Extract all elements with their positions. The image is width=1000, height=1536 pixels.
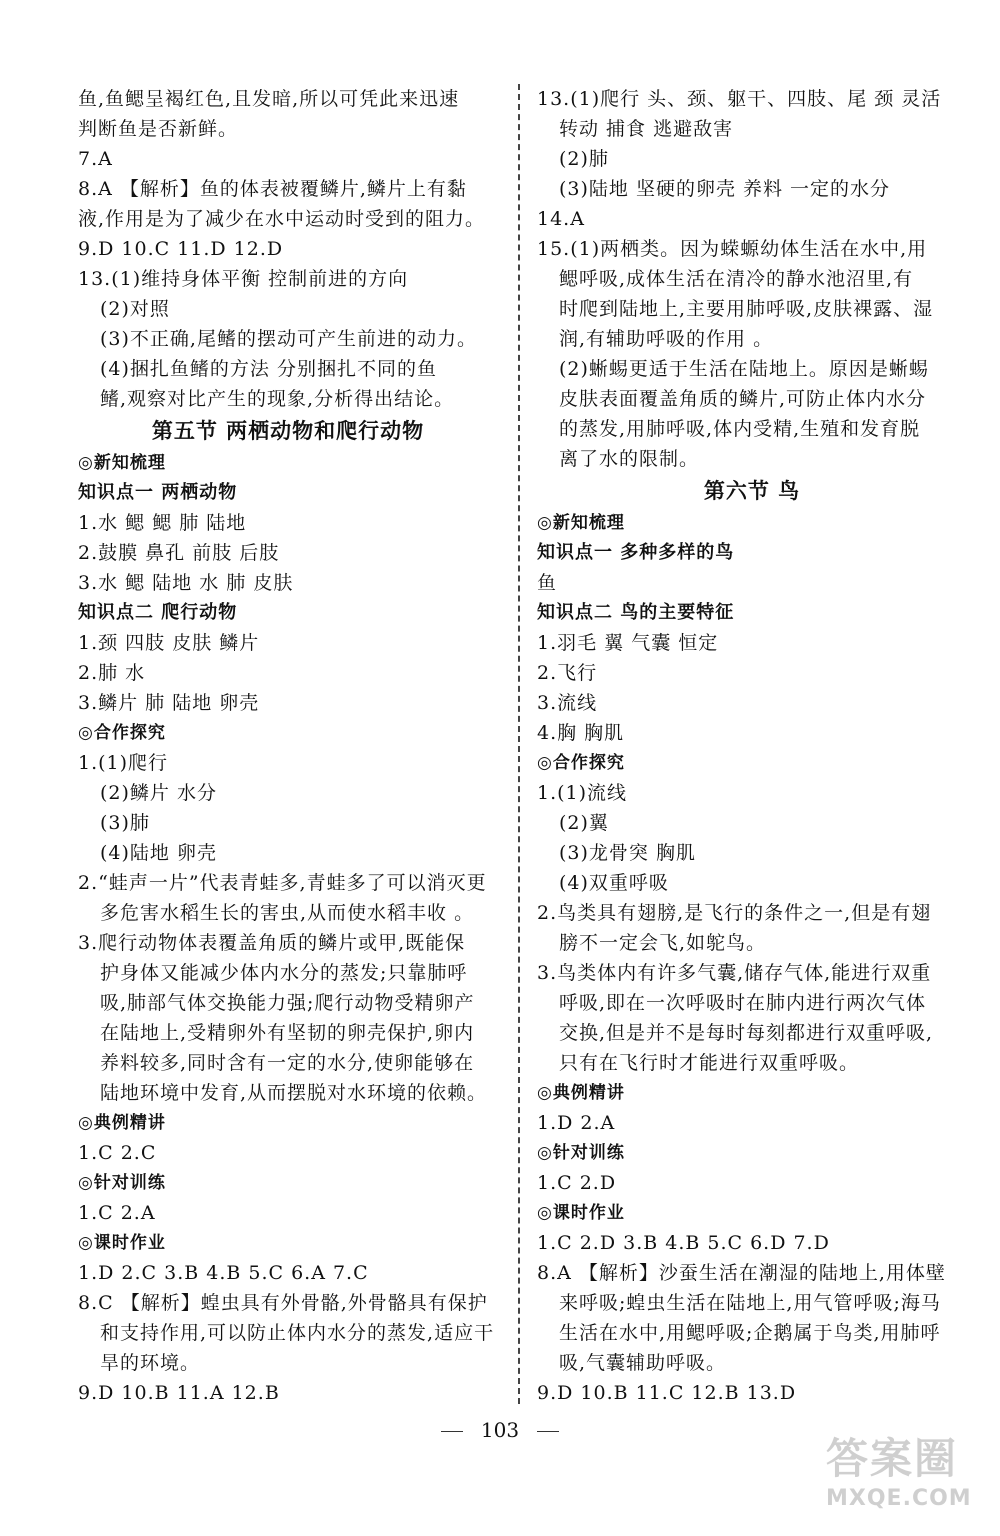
text-line: 3.鳞片 肺 陆地 卵壳 xyxy=(78,692,260,714)
page-number-dash-right xyxy=(537,1431,559,1432)
text-line: 9.D 10.B 11.C 12.B 13.D xyxy=(537,1382,797,1404)
text-line-indented: 多危害水稻生长的害虫,从而使水稻丰收 。 xyxy=(100,902,475,924)
text-line-indented: 吸,肺部气体交换能力强;爬行动物受精卵产 xyxy=(100,992,475,1014)
text-line: 8.A 【解析】鱼的体表被覆鳞片,鳞片上有黏 xyxy=(78,178,467,200)
text-line: 1.C 2.D 3.B 4.B 5.C 6.D 7.D xyxy=(537,1232,830,1254)
text-line: 1.C 2.C xyxy=(78,1142,157,1164)
right-column xyxy=(537,84,967,1408)
text-line-indented: 生活在水中,用鳃呼吸;企鹅属于鸟类,用肺呼 xyxy=(559,1322,941,1344)
section-title: 第五节 两栖动物和爬行动物 xyxy=(151,419,425,443)
text-line-indented: (3)不正确,尾鳍的摆动可产生前进的动力。 xyxy=(100,328,477,350)
text-line-indented: 转动 捕食 逃避敌害 xyxy=(559,118,734,140)
page-number-dash-left xyxy=(441,1431,463,1432)
text-line-indented: (2)翼 xyxy=(559,812,609,834)
text-line: 14.A xyxy=(537,208,585,230)
text-line-indented: (4)捆扎鱼鳍的方法 分别捆扎不同的鱼 xyxy=(100,358,437,380)
subsection-heading: ◎合作探究 xyxy=(78,723,166,743)
text-line-indented: 陆地环境中发育,从而摆脱对水环境的依赖。 xyxy=(100,1082,488,1104)
left-column xyxy=(78,84,498,1408)
subsection-heading: ◎典例精讲 xyxy=(78,1113,166,1133)
text-line: 1.颈 四肢 皮肤 鳞片 xyxy=(78,632,260,654)
text-line-indented: 鳃呼吸,成体生活在清冷的静水池沼里,有 xyxy=(559,268,914,290)
text-line: 15.(1)两栖类。因为蝾螈幼体生活在水中,用 xyxy=(537,238,928,260)
subsection-heading: ◎新知梳理 xyxy=(537,513,625,533)
text-line-indented: 膀不一定会飞,如鸵鸟。 xyxy=(559,932,767,954)
text-line: 1.D 2.C 3.B 4.B 5.C 6.A 7.C xyxy=(78,1262,369,1284)
text-line: 鱼,鱼鳃呈褐红色,且发暗,所以可凭此来迅速 xyxy=(78,88,460,110)
text-line-indented: (3)龙骨突 胸肌 xyxy=(559,842,696,864)
text-line: 4.胸 胸肌 xyxy=(537,722,625,744)
text-line: 1.水 鳃 鳃 肺 陆地 xyxy=(78,512,247,534)
subsection-heading: ◎合作探究 xyxy=(537,753,625,773)
subsection-heading: ◎新知梳理 xyxy=(78,453,166,473)
text-line: 1.D 2.A xyxy=(537,1112,616,1134)
text-line: 3.水 鳃 陆地 水 肺 皮肤 xyxy=(78,572,294,594)
section-title: 第六节 鸟 xyxy=(703,479,801,503)
text-line-indented: 来呼吸;蝗虫生活在陆地上,用气管呼吸;海马 xyxy=(559,1292,941,1314)
text-line-indented: 只有在飞行时才能进行双重呼吸。 xyxy=(559,1052,860,1074)
watermark-top-text: 答案圈 xyxy=(826,1434,959,1483)
text-line-indented: 润,有辅助呼吸的作用 。 xyxy=(559,328,774,350)
text-line: 2.鸟类具有翅膀,是飞行的条件之一,但是有翅 xyxy=(537,902,932,924)
text-line-indented: 在陆地上,受精卵外有坚韧的卵壳保护,卵内 xyxy=(100,1022,475,1044)
subsection-heading: ◎课时作业 xyxy=(537,1203,625,1223)
subsection-heading: ◎针对训练 xyxy=(78,1173,166,1193)
text-line-indented: 鳍,观察对比产生的现象,分析得出结论。 xyxy=(100,388,455,410)
subsection-heading: ◎典例精讲 xyxy=(537,1083,625,1103)
text-line-indented: (2)蜥蜴更适于生活在陆地上。原因是蜥蜴 xyxy=(559,358,929,380)
text-line: 13.(1)爬行 头、颈、躯干、四肢、尾 颈 灵活 xyxy=(537,88,942,110)
text-line-indented: 皮肤表面覆盖角质的鳞片,可防止体内水分 xyxy=(559,388,927,410)
column-divider xyxy=(518,84,520,1404)
text-line: 判断鱼是否新鲜。 xyxy=(78,118,239,140)
text-line-indented: 养料较多,同时含有一定的水分,使卵能够在 xyxy=(100,1052,475,1074)
text-line: 1.(1)流线 xyxy=(537,782,628,804)
text-line: 3.流线 xyxy=(537,692,598,714)
text-line: 2.“蛙声一片”代表青蛙多,青蛙多了可以消灭更 xyxy=(78,872,487,894)
text-line-indented: 时爬到陆地上,主要用肺呼吸,皮肤裸露、湿 xyxy=(559,298,934,320)
watermark-logo xyxy=(826,1426,976,1522)
text-line: 8.A 【解析】沙蚕生活在潮湿的陆地上,用体壁 xyxy=(537,1262,946,1284)
text-line: 2.飞行 xyxy=(537,662,598,684)
text-line-indented: (4)陆地 卵壳 xyxy=(100,842,217,864)
text-line: 3.鸟类体内有许多气囊,储存气体,能进行双重 xyxy=(537,962,932,984)
text-line-indented: (4)双重呼吸 xyxy=(559,872,669,894)
text-line: 1.(1)爬行 xyxy=(78,752,169,774)
text-line: 2.肺 水 xyxy=(78,662,146,684)
text-line-indented: 交换,但是并不是每时每刻都进行双重呼吸, xyxy=(559,1022,934,1044)
text-line-indented: (3)陆地 坚硬的卵壳 养料 一定的水分 xyxy=(559,178,891,200)
text-line: 3.爬行动物体表覆盖角质的鳞片或甲,既能保 xyxy=(78,932,466,954)
text-line: 13.(1)维持身体平衡 控制前进的方向 xyxy=(78,268,409,290)
text-line: 液,作用是为了减少在水中运动时受到的阻力。 xyxy=(78,208,486,230)
knowledge-point-heading: 知识点二 爬行动物 xyxy=(78,602,238,623)
text-line: 2.鼓膜 鼻孔 前肢 后肢 xyxy=(78,542,280,564)
knowledge-point-heading: 知识点一 多种多样的鸟 xyxy=(537,542,735,563)
text-line-indented: (2)鳞片 水分 xyxy=(100,782,217,804)
text-line-indented: (2)肺 xyxy=(559,148,609,170)
text-line-indented: (3)肺 xyxy=(100,812,150,834)
subsection-heading: ◎课时作业 xyxy=(78,1233,166,1253)
text-line: 1.C 2.A xyxy=(78,1202,156,1224)
text-line-indented: 离了水的限制。 xyxy=(559,448,700,470)
text-line-indented: 的蒸发,用肺呼吸,体内受精,生殖和发育脱 xyxy=(559,418,921,440)
subsection-heading: ◎针对训练 xyxy=(537,1143,625,1163)
text-line: 9.D 10.C 11.D 12.D xyxy=(78,238,284,260)
text-line: 8.C 【解析】蝗虫具有外骨骼,外骨骼具有保护 xyxy=(78,1292,488,1314)
text-line-indented: 吸,气囊辅助呼吸。 xyxy=(559,1352,727,1374)
text-line-indented: 护身体又能减少体内水分的蒸发;只靠肺呼 xyxy=(100,962,468,984)
text-line-indented: 和支持作用,可以防止体内水分的蒸发,适应干 xyxy=(100,1322,495,1344)
text-line-indented: 呼吸,即在一次呼吸时在肺内进行两次气体 xyxy=(559,992,927,1014)
text-line: 1.C 2.D xyxy=(537,1172,617,1194)
knowledge-point-heading: 知识点一 两栖动物 xyxy=(78,482,238,503)
watermark-bottom-text: MXQE.COM xyxy=(826,1486,972,1511)
text-line-indented: (2)对照 xyxy=(100,298,170,320)
knowledge-point-heading: 知识点二 鸟的主要特征 xyxy=(537,602,735,623)
text-line: 9.D 10.B 11.A 12.B xyxy=(78,1382,280,1404)
text-line: 7.A xyxy=(78,148,113,170)
text-line: 鱼 xyxy=(537,572,558,594)
text-line: 1.羽毛 翼 气囊 恒定 xyxy=(537,632,719,654)
text-line-indented: 旱的环境。 xyxy=(100,1352,201,1374)
page-number-text: 103 xyxy=(480,1418,520,1442)
